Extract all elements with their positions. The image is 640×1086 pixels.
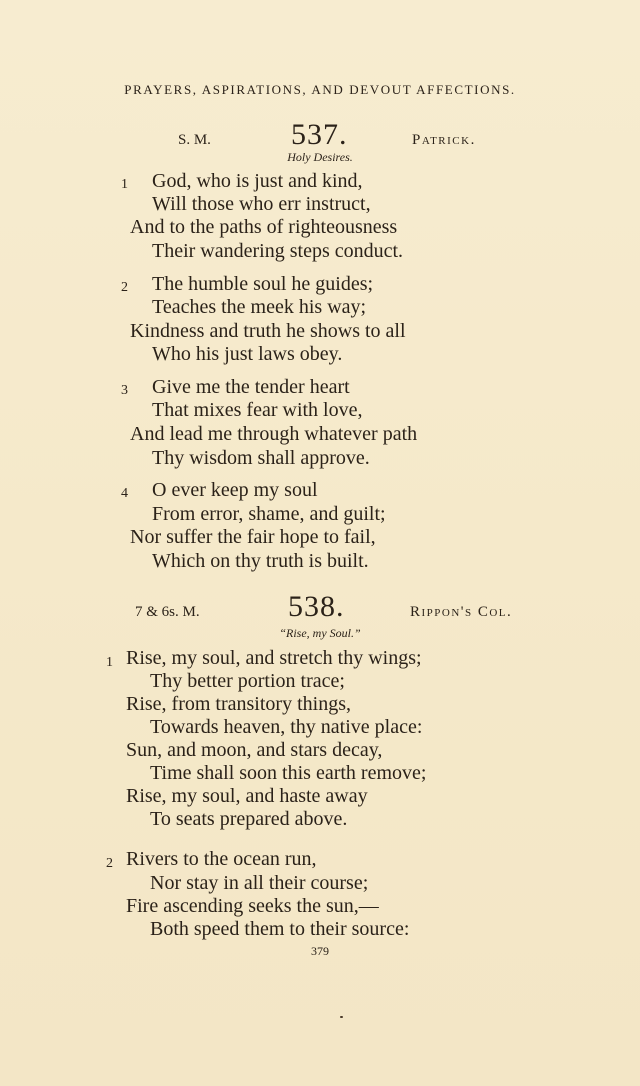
verse-line: Kindness and truth he shows to all xyxy=(130,320,406,342)
verse-line: Rivers to the ocean run, xyxy=(126,848,317,870)
verse-line: God, who is just and kind, xyxy=(152,170,363,192)
verse-number: 1 xyxy=(106,655,113,670)
hymn-meter: S. M. xyxy=(178,132,211,148)
verse-line: Rise, my soul, and haste away xyxy=(126,785,368,807)
verse-line: Thy wisdom shall approve. xyxy=(152,447,370,469)
verse-number: 3 xyxy=(121,383,128,398)
hymn-number: 538. xyxy=(288,590,345,623)
hymn-538-header xyxy=(0,590,640,630)
verse-line: Towards heaven, thy native place: xyxy=(150,716,423,738)
hymn-subtitle: “Rise, my Soul.” xyxy=(279,626,361,640)
verse-number: 4 xyxy=(121,486,128,501)
verse-line: Rise, my soul, and stretch thy wings; xyxy=(126,647,422,669)
verse-line: Which on thy truth is built. xyxy=(152,550,369,572)
page-number: 379 xyxy=(311,944,329,958)
verse-line: Nor suffer the fair hope to fail, xyxy=(130,526,376,548)
verse-line: Who his just laws obey. xyxy=(152,343,343,365)
running-head: PRAYERS, ASPIRATIONS, AND DEVOUT AFFECTIONS. xyxy=(124,82,516,97)
verse-line: And to the paths of righteousness xyxy=(130,216,398,238)
verse-line: O ever keep my soul xyxy=(152,479,318,501)
hymn-subtitle: Holy Desires. xyxy=(287,150,353,164)
verse-line: And lead me through whatever path xyxy=(130,423,418,445)
verse-line: Their wandering steps conduct. xyxy=(152,240,404,262)
hymn-meter: 7 & 6s. M. xyxy=(135,604,200,620)
verse-line: To seats prepared above. xyxy=(150,808,348,830)
verse-line: Fire ascending seeks the sun,— xyxy=(126,895,379,917)
verse-number: 2 xyxy=(106,856,113,871)
tune-name: Patrick. xyxy=(412,132,476,148)
verse-line: From error, shame, and guilt; xyxy=(152,503,386,525)
verse-line: Both speed them to their source: xyxy=(150,918,410,940)
verse-line: Thy better portion trace; xyxy=(150,670,345,692)
verse-line: That mixes fear with love, xyxy=(152,399,363,421)
verse-line: Rise, from transitory things, xyxy=(126,693,351,715)
verse-line: Nor stay in all their course; xyxy=(150,872,369,894)
verse-number: 2 xyxy=(121,280,128,295)
tune-name: Rippon's Col. xyxy=(410,604,513,620)
verse-line: Give me the tender heart xyxy=(152,376,350,398)
verse-line: The humble soul he guides; xyxy=(152,273,374,295)
verse-line: Time shall soon this earth remove; xyxy=(150,762,427,784)
ink-speck xyxy=(340,1016,343,1018)
verse-number: 1 xyxy=(121,177,128,192)
hymn-number: 537. xyxy=(291,118,348,151)
verse-line: Will those who err instruct, xyxy=(152,193,371,215)
verse-line: Teaches the meek his way; xyxy=(152,296,367,318)
verse-line: Sun, and moon, and stars decay, xyxy=(126,739,383,761)
